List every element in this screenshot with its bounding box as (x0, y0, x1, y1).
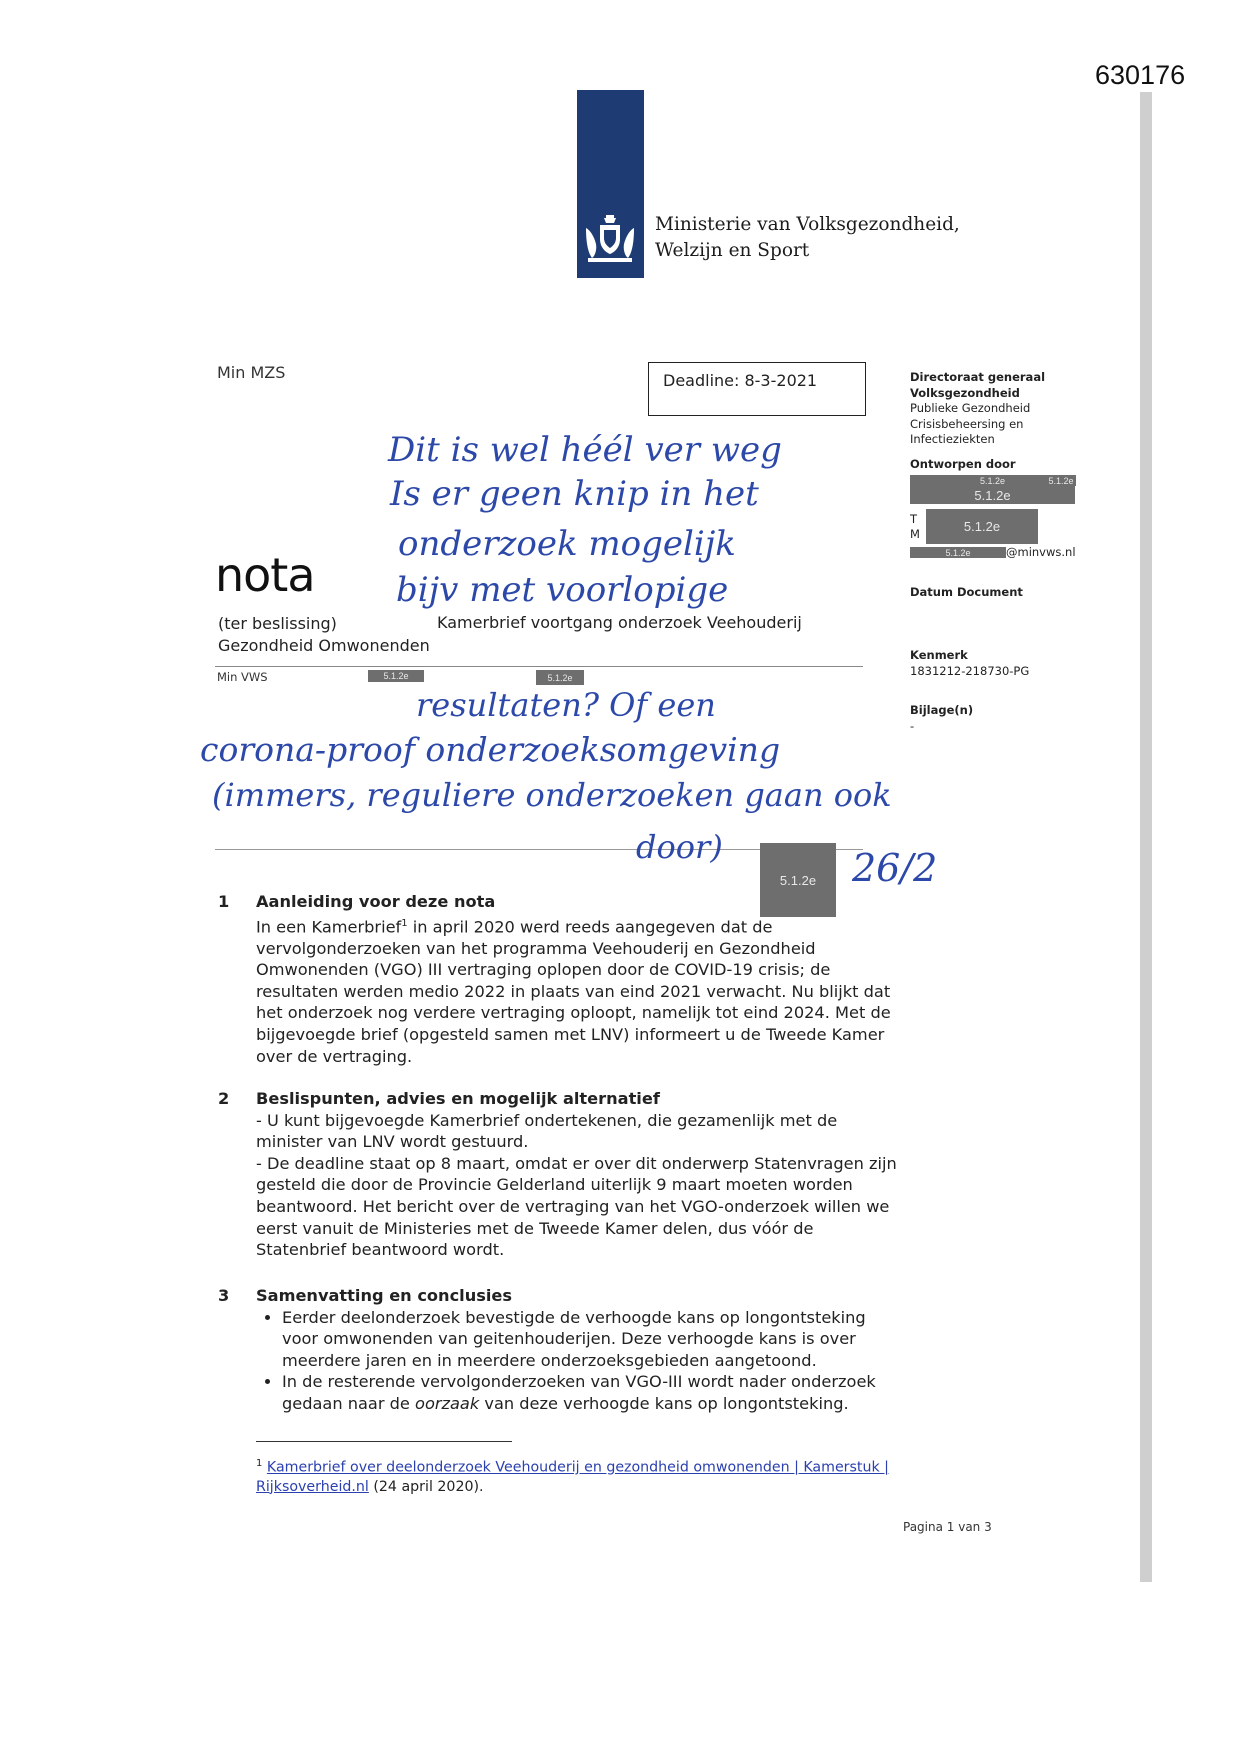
list-item: • In de resterende vervolgonderzoeken van VGO-III wordt nader onderzoek gedaan naar de oorzaak van deze verhoogde kans op longontsteking. (282, 1371, 898, 1414)
page-number: Pagina 1 van 3 (903, 1520, 992, 1534)
redaction-block: 5.1.2e (368, 670, 424, 682)
recipient: Min MZS (217, 363, 286, 382)
ministry-name (655, 212, 960, 264)
dept-line-1: Publieke Gezondheid (910, 401, 1031, 415)
redaction-signature: 5.1.2e (760, 843, 836, 917)
handwritten-note-line: door) (636, 828, 723, 866)
beslissing: (ter beslissing) (218, 614, 337, 633)
footnote-date: (24 april 2020). (368, 1478, 484, 1495)
section-number: 1 (218, 892, 230, 911)
ministry-line-1: Ministerie van Volksgezondheid, (655, 214, 960, 235)
footnote (256, 1454, 916, 1497)
min-vws: Min VWS (217, 670, 268, 684)
footnote-divider (256, 1441, 512, 1442)
scan-edge (1140, 92, 1152, 1582)
directorate-line-1: Directoraat generaal (910, 370, 1046, 384)
section-3 (218, 1285, 898, 1415)
section-paragraph: - U kunt bijgevoegde Kamerbrief ondertekenen, die gezamenlijk met de minister van LNV wordt gestuurd. (256, 1110, 838, 1152)
handwritten-note-line: corona-proof onderzoeksomgeving (200, 730, 781, 769)
footnote-number: 1 (256, 1458, 263, 1469)
redaction-block: 5.1.2e (536, 670, 584, 685)
royal-crest-icon (582, 214, 638, 266)
conclusion-list (256, 1307, 898, 1415)
redaction-block: 5.1.2e (910, 475, 1075, 486)
document-number: 630176 (1095, 60, 1186, 90)
directorate-line-2: Volksgezondheid (910, 385, 1020, 400)
dept-line-3: Infectieziekten (910, 432, 995, 446)
list-item: • Eerder deelonderzoek bevestigde de verhoogde kans op longontsteking voor omwonenden van geitenhouderijen. Deze verhoogde kans is over meerdere jaren en in meerdere onderzoeksgebieden aangetoond. (282, 1307, 898, 1372)
bijlage-value: - (910, 718, 915, 733)
section-number: 3 (218, 1286, 230, 1305)
ontworpen-label: Ontworpen door (910, 457, 1016, 471)
section-heading: Beslispunten, advies en mogelijk alternatief (256, 1089, 660, 1108)
kenmerk-block (910, 648, 1029, 679)
section-heading: Aanleiding voor deze nota (256, 892, 496, 911)
ministry-line-2: Welzijn en Sport (655, 240, 810, 261)
phone-label: T (910, 512, 918, 526)
deadline-box: Deadline: 8-3-2021 (648, 362, 866, 416)
afdeling: Gezondheid Omwonenden (218, 636, 430, 655)
subject: Kamerbrief voortgang onderzoek Veehouderij (437, 613, 802, 632)
section-1 (218, 891, 898, 1067)
redaction-block: 5.1.2e (910, 486, 1075, 504)
section-heading: Samenvatting en conclusies (256, 1286, 513, 1305)
bijlage-label: Bijlage(n) (910, 703, 974, 717)
datum-label: Datum Document (910, 585, 1023, 599)
sidebar-directorate (910, 370, 1045, 448)
bijlage-block (910, 703, 973, 734)
redaction-block: 5.1.2e (910, 547, 1006, 558)
email-suffix: @minvws.nl (1006, 545, 1076, 559)
redaction-block: 5.1.2e (926, 509, 1038, 544)
section-2 (218, 1088, 898, 1261)
mobile-label: M (910, 527, 920, 541)
section-text: In een Kamerbrief$^1$ in april 2020 werd reeds aangegeven dat de vervolgonderzoeken van het programma Veehouderij en Gezondheid Omwonenden (VGO) III vertraging oplopen door de COVID-19 crisis; de resultaten werden medio 2022 in plaats van eind 2021 verwacht. Nu blijkt dat het onderzoek nog verdere vertraging oploopt, namelijk tot eind 2024. Met de bijgevoegde brief (opgesteld samen met LNV) informeert u de Tweede Kamer over de vertraging. (256, 916, 891, 1066)
handwritten-date: 26/2 (852, 846, 938, 890)
section-number: 2 (218, 1089, 230, 1108)
handwritten-note-line: bijv met voorlopige (396, 570, 729, 610)
nota-title: nota (215, 548, 315, 602)
footnote-ref[interactable]: 1 (401, 917, 408, 929)
section-paragraph: - De deadline staat op 8 maart, omdat er over dit onderwerp Statenvragen zijn gesteld die door de Provincie Gelderland uiterlijk 9 maart moeten worden beantwoord. Het bericht over de vertraging van het VGO-onderzoek willen we eerst vanuit de Ministeries met de Tweede Kamer delen, dus vóór de Statenbrief beantwoord wordt. (256, 1153, 897, 1260)
decision-type (218, 613, 430, 657)
handwritten-note-line: resultaten? Of een (416, 686, 716, 724)
handwritten-note-line: (immers, reguliere onderzoeken gaan ook (212, 776, 892, 814)
handwritten-note-line: Is er geen knip in het (390, 474, 759, 514)
dept-line-2: Crisisbeheersing en (910, 416, 1024, 431)
footnote-link[interactable]: Kamerbrief over deelonderzoek Veehouderij en gezondheid omwonenden | Kamerstuk | Rijksoverheid.nl (256, 1459, 889, 1495)
kenmerk-value: 1831212-218730-PG (910, 663, 1030, 678)
handwritten-note-line: onderzoek mogelijk (398, 524, 736, 564)
handwritten-note-line: Dit is wel héél ver weg (388, 430, 782, 470)
redaction-block: 5.1.2e (1046, 475, 1076, 486)
kenmerk-label: Kenmerk (910, 648, 968, 662)
divider (215, 666, 863, 667)
